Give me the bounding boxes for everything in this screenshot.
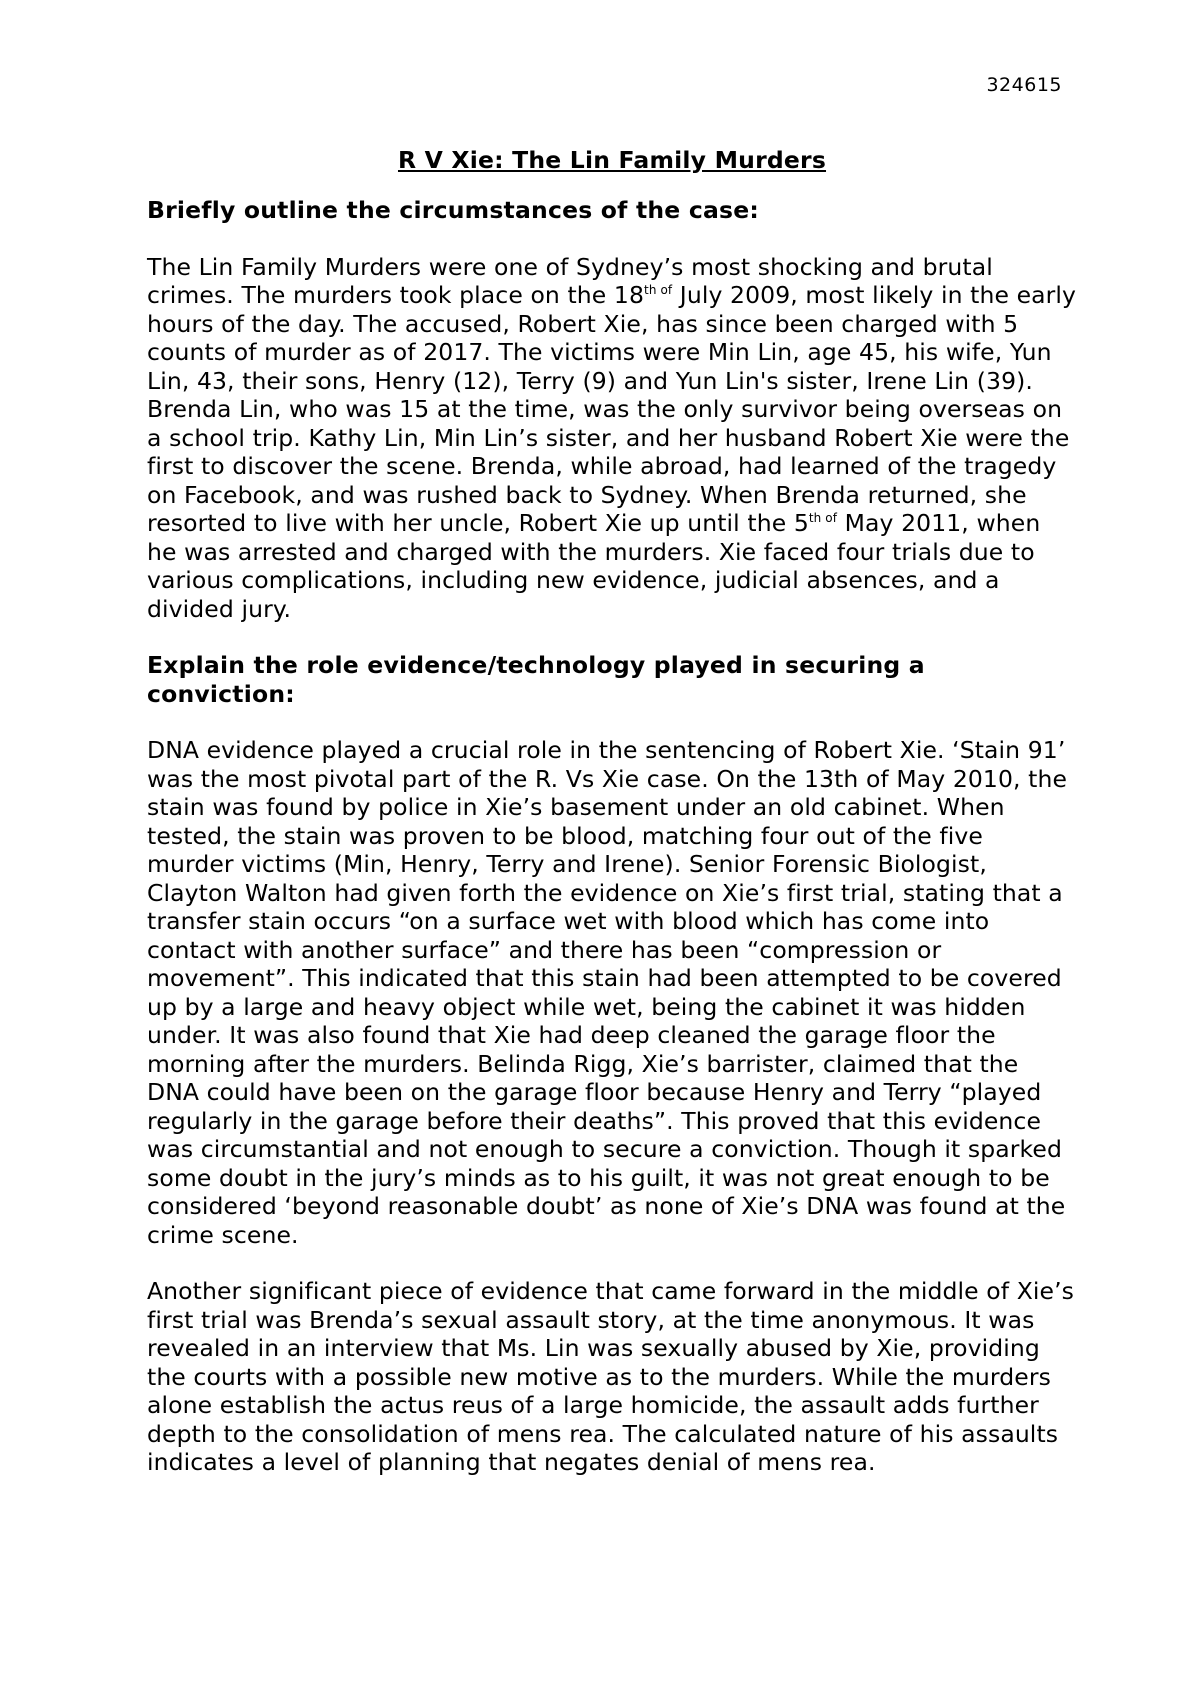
paragraph-text: May 2011, when he was arrested and charged with the murders. Xie faced four trials due to various complications, including new evidence, judicial absences, and a divided jury. (147, 509, 1041, 623)
paragraph-dna-evidence: DNA evidence played a crucial role in the sentencing of Robert Xie. ‘Stain 91’ was the most pivotal part of the R. Vs Xie case. On the 13th of May 2010, the stain was found by police in Xie’s basement under an old cabinet. When tested, the stain was proven to be blood, matching four out of the five murder victims (Min, Henry, Terry and Irene). Senior Forensic Biologist, Clayton Walton had given forth the evidence on Xie’s first trial, stating that a transfer stain occurs “on a surface wet with blood which has come into contact with another surface” and there has been “compression or movement”. This indicated that this stain had been attempted to be covered up by a large and heavy object while wet, being the cabinet it was hidden under. It was also found that Xie had deep cleaned the garage floor the morning after the murders. Belinda Rigg, Xie’s barrister, claimed that the DNA could have been on the garage floor because Henry and Terry “played regularly in the garage before their deaths”. This proved that this evidence was circumstantial and not enough to secure a conviction. Though it sparked some doubt in the jury’s minds as to his guilt, it was not great enough to be considered ‘beyond reasonable doubt’ as none of Xie’s DNA was found at the crime scene. (147, 736, 1068, 1249)
paragraph-circumstances (147, 253, 1077, 624)
section-heading-evidence: Explain the role evidence/technology played in securing a conviction: (147, 651, 925, 708)
section-heading-circumstances: Briefly outline the circumstances of the case: (147, 196, 759, 224)
page-number: 324615 (986, 74, 1062, 96)
document-title: R V Xie: The Lin Family Murders (397, 146, 827, 174)
paragraph-assault-evidence: Another significant piece of evidence that came forward in the middle of Xie’s first trial was Brenda’s sexual assault story, at the time anonymous. It was revealed in an interview that Ms. Lin was sexually abused by Xie, providing the courts with a possible new motive as to the murders. While the murders alone establish the actus reus of a large homicide, the assault adds further depth to the consolidation of mens rea. The calculated nature of his assaults indicates a level of planning that negates denial of mens rea. (147, 1277, 1075, 1476)
paragraph-text: July 2009, most likely in the early hours of the day. The accused, Robert Xie, has since been charged with 5 counts of murder as of 2017. The victims were Min Lin, age 45, his wife, Yun Lin, 43, their sons, Henry (12), Terry (9) and Yun Lin's sister, Irene Lin (39). Brenda Lin, who was 15 at the time, was the only survivor being overseas on a school trip. Kathy Lin, Min Lin’s sister, and her husband Robert Xie were the first to discover the scene. Brenda, while abroad, had learned of the tragedy on Facebook, and was rushed back to Sydney. When Brenda returned, she resorted to live with her uncle, Robert Xie up until the 5 (147, 281, 1077, 537)
document-body (147, 144, 1077, 1505)
superscript-ordinal: th of (644, 283, 673, 298)
paragraph-text: The Lin Family Murders were one of Sydney’s most shocking and brutal crimes. The murders took place on the 18 (147, 252, 993, 309)
superscript-ordinal: th of (808, 511, 838, 526)
